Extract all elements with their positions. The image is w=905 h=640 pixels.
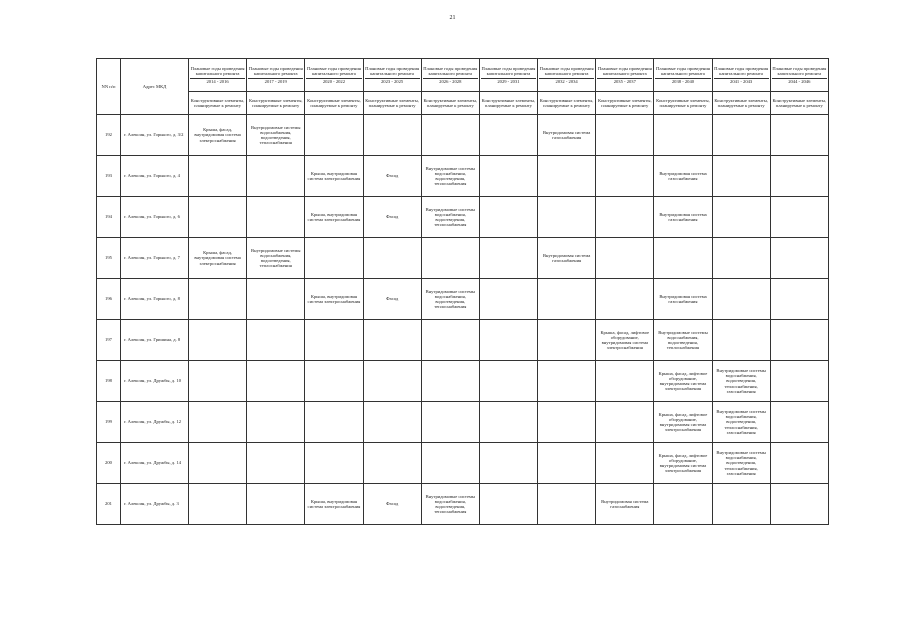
table-row: [97, 361, 829, 402]
row-number: 194: [97, 197, 121, 238]
repair-cell: Крыша, фасад, лифтовое оборудование, внутридомовая система электроснабжения: [654, 402, 712, 443]
period-years: 2029 - 2031: [481, 78, 536, 84]
repair-cell: Крыша, внутридомовая система электроснабжения: [305, 279, 363, 320]
period-label: Плановые годы проведения капитального ремонта: [655, 66, 710, 77]
repair-cell: [596, 156, 654, 197]
repair-cell: Внутридомовая система газоснабжения: [538, 238, 596, 279]
subheader-cell: Конструктивные элементы, планируемые к ремонту: [596, 92, 654, 115]
repair-cell: [770, 361, 828, 402]
repair-cell: [421, 443, 479, 484]
repair-cell: [712, 115, 770, 156]
repair-cell: [421, 320, 479, 361]
repair-cell: [363, 115, 421, 156]
repair-cell: [247, 484, 305, 525]
repair-cell: [654, 115, 712, 156]
subheader-cell: Конструктивные элементы, планируемые к ремонту: [479, 92, 537, 115]
repair-cell: Крыша, фасад, лифтовое оборудование, внутридомовая система электроснабжения: [654, 361, 712, 402]
repair-cell: [305, 320, 363, 361]
row-address: г. Алексин, ул. Дружбы, д. 10: [121, 361, 189, 402]
repair-cell: [247, 320, 305, 361]
repair-cell: Внутридомовые системы водоснабжения, водоотведения, теплоснабжения: [421, 156, 479, 197]
repair-cell: [479, 115, 537, 156]
table-row: [97, 443, 829, 484]
repair-cell: [596, 361, 654, 402]
address-header: Адрес МКД: [121, 59, 189, 115]
period-header: [712, 59, 770, 92]
row-address: г. Алексин, ул. Дружбы, д. 12: [121, 402, 189, 443]
table-row: [97, 402, 829, 443]
period-header: [654, 59, 712, 92]
repair-cell: [421, 402, 479, 443]
repair-cell: [363, 361, 421, 402]
period-label: Плановые годы проведения капитального ремонта: [481, 66, 536, 77]
repair-cell: [305, 443, 363, 484]
repair-cell: [712, 279, 770, 320]
repair-cell: [770, 484, 828, 525]
repair-cell: [479, 279, 537, 320]
repair-cell: Крыша, фасад, внутридомовая система электроснабжения: [189, 238, 247, 279]
repair-cell: [479, 361, 537, 402]
period-years: 2038 - 2040: [655, 78, 710, 84]
row-number: 199: [97, 402, 121, 443]
row-address: г. Алексин, ул. Горького, д. 7: [121, 238, 189, 279]
repair-cell: [189, 197, 247, 238]
repair-cell: [189, 279, 247, 320]
table-row: [97, 156, 829, 197]
repair-cell: [305, 115, 363, 156]
repair-cell: Внутридомовая система газоснабжения: [596, 484, 654, 525]
repair-cell: Внутридомовая система газоснабжения: [654, 156, 712, 197]
repair-cell: [538, 197, 596, 238]
row-address: г. Алексин, ул. Горького, д. 6: [121, 197, 189, 238]
repair-cell: Внутридомовые системы водоснабжения, водоотведения, теплоснабжения, газоснабжения: [712, 361, 770, 402]
period-header: [596, 59, 654, 92]
repair-cell: [770, 402, 828, 443]
repair-schedule-table: [96, 58, 829, 525]
period-header: [189, 59, 247, 92]
repair-cell: [654, 238, 712, 279]
subheader-cell: Конструктивные элементы, планируемые к ремонту: [247, 92, 305, 115]
repair-cell: Крыша, внутридомовая система электроснабжения: [305, 197, 363, 238]
repair-cell: [189, 443, 247, 484]
repair-cell: [363, 402, 421, 443]
repair-cell: Внутридомовые системы водоснабжения, водоотведения, теплоснабжения, газоснабжения: [712, 443, 770, 484]
repair-cell: Фасад: [363, 156, 421, 197]
repair-cell: [363, 238, 421, 279]
repair-cell: [479, 443, 537, 484]
repair-cell: [363, 443, 421, 484]
period-years: 2032 - 2034: [539, 78, 594, 84]
row-address: г. Алексин, ул. Горького, д. 4: [121, 156, 189, 197]
subheader-cell: Конструктивные элементы, планируемые к ремонту: [770, 92, 828, 115]
repair-cell: [596, 443, 654, 484]
repair-cell: Крыша, внутридомовая система электроснабжения: [305, 484, 363, 525]
period-label: Плановые годы проведения капитального ремонта: [539, 66, 594, 77]
subheader-cell: Конструктивные элементы, планируемые к ремонту: [712, 92, 770, 115]
repair-cell: Внутридомовая система газоснабжения: [654, 279, 712, 320]
period-header: [770, 59, 828, 92]
period-header: [247, 59, 305, 92]
repair-cell: Внутридомовые системы водоснабжения, водоотведения, теплоснабжения: [421, 197, 479, 238]
repair-cell: [247, 443, 305, 484]
repair-cell: Крыша, фасад, лифтовое оборудование, внутридомовая система электроснабжения: [596, 320, 654, 361]
subheader-cell: Конструктивные элементы, планируемые к ремонту: [654, 92, 712, 115]
repair-cell: [596, 238, 654, 279]
repair-cell: Внутридомовая система газоснабжения: [654, 197, 712, 238]
num-header: NN п/п: [97, 59, 121, 115]
repair-cell: Внутридомовые системы водоснабжения, водоотведения, теплоснабжения: [421, 484, 479, 525]
repair-cell: [712, 484, 770, 525]
table-row: [97, 320, 829, 361]
table-row: [97, 484, 829, 525]
row-number: 197: [97, 320, 121, 361]
period-label: Плановые годы проведения капитального ремонта: [248, 66, 303, 77]
repair-cell: Крыша, внутридомовая система электроснабжения: [305, 156, 363, 197]
repair-cell: [596, 115, 654, 156]
period-years: 2026 - 2028: [423, 78, 478, 84]
period-label: Плановые годы проведения капитального ремонта: [190, 66, 245, 77]
period-label: Плановые годы проведения капитального ремонта: [306, 66, 361, 77]
repair-cell: [189, 320, 247, 361]
repair-cell: [479, 484, 537, 525]
repair-cell: [189, 156, 247, 197]
repair-cell: [770, 320, 828, 361]
repair-cell: [479, 156, 537, 197]
repair-cell: [596, 402, 654, 443]
repair-cell: [189, 402, 247, 443]
subheader-cell: Конструктивные элементы, планируемые к ремонту: [305, 92, 363, 115]
repair-cell: [479, 197, 537, 238]
period-header: [538, 59, 596, 92]
repair-cell: [305, 402, 363, 443]
period-years: 2035 - 2037: [597, 78, 652, 84]
repair-cell: Внутридомовые системы водоснабжения, водоотведения, теплоснабжения: [247, 238, 305, 279]
row-address: г. Алексин, ул. Гришина, д. 8: [121, 320, 189, 361]
repair-cell: Внутридомовые системы водоснабжения, водоотведения, теплоснабжения, газоснабжения: [712, 402, 770, 443]
row-address: г. Алексин, ул. Дружбы, д. 3: [121, 484, 189, 525]
row-number: 198: [97, 361, 121, 402]
repair-cell: [305, 238, 363, 279]
repair-cell: [770, 279, 828, 320]
repair-cell: [538, 361, 596, 402]
repair-cell: [770, 443, 828, 484]
row-address: г. Алексин, ул. Горького, д. 8: [121, 279, 189, 320]
repair-cell: Крыша, фасад, лифтовое оборудование, внутридомовая система электроснабжения: [654, 443, 712, 484]
header-row-types: [97, 92, 829, 115]
repair-cell: [538, 443, 596, 484]
repair-cell: [479, 402, 537, 443]
repair-cell: [538, 156, 596, 197]
repair-cell: [712, 320, 770, 361]
repair-cell: [712, 238, 770, 279]
table-row: [97, 238, 829, 279]
repair-cell: Крыша, фасад, внутридомовая система электроснабжения: [189, 115, 247, 156]
repair-cell: Внутридомовые системы водоснабжения, водоотведения, теплоснабжения: [247, 115, 305, 156]
repair-cell: Фасад: [363, 197, 421, 238]
period-years: 2014 - 2016: [190, 78, 245, 84]
repair-cell: [421, 238, 479, 279]
repair-cell: [479, 320, 537, 361]
subheader-cell: Конструктивные элементы, планируемые к ремонту: [538, 92, 596, 115]
repair-cell: [596, 197, 654, 238]
repair-cell: [770, 197, 828, 238]
repair-cell: [247, 402, 305, 443]
repair-cell: [305, 361, 363, 402]
period-header: [479, 59, 537, 92]
repair-cell: [770, 156, 828, 197]
subheader-cell: Конструктивные элементы, планируемые к ремонту: [421, 92, 479, 115]
repair-cell: [538, 320, 596, 361]
row-number: 200: [97, 443, 121, 484]
repair-cell: [363, 320, 421, 361]
row-address: г. Алексин, ул. Дружбы, д. 14: [121, 443, 189, 484]
repair-cell: Фасад: [363, 279, 421, 320]
period-header: [363, 59, 421, 92]
period-label: Плановые годы проведения капитального ремонта: [597, 66, 652, 77]
period-years: 2023 - 2025: [365, 78, 420, 84]
repair-cell: [654, 484, 712, 525]
repair-cell: [538, 279, 596, 320]
repair-cell: [247, 197, 305, 238]
repair-cell: [421, 115, 479, 156]
row-number: 192: [97, 115, 121, 156]
repair-cell: [189, 484, 247, 525]
period-label: Плановые годы проведения капитального ремонта: [714, 66, 769, 77]
repair-cell: [247, 156, 305, 197]
page-number: 21: [449, 15, 456, 21]
row-number: 195: [97, 238, 121, 279]
repair-cell: [247, 361, 305, 402]
period-years: 2017 - 2019: [248, 78, 303, 84]
table-row: [97, 279, 829, 320]
repair-cell: [770, 115, 828, 156]
repair-cell: Фасад: [363, 484, 421, 525]
period-label: Плановые годы проведения капитального ремонта: [772, 66, 827, 77]
table-row: [97, 115, 829, 156]
period-label: Плановые годы проведения капитального ремонта: [365, 66, 420, 77]
repair-cell: [538, 402, 596, 443]
repair-cell: [712, 197, 770, 238]
period-label: Плановые годы проведения капитального ремонта: [423, 66, 478, 77]
repair-cell: [770, 238, 828, 279]
subheader-cell: Конструктивные элементы, планируемые к ремонту: [363, 92, 421, 115]
repair-cell: Внутридомовые системы водоснабжения, водоотведения, теплоснабжения: [654, 320, 712, 361]
period-header: [305, 59, 363, 92]
subheader-cell: Конструктивные элементы, планируемые к ремонту: [189, 92, 247, 115]
row-number: 196: [97, 279, 121, 320]
row-number: 193: [97, 156, 121, 197]
repair-cell: [479, 238, 537, 279]
repair-cell: Внутридомовая система газоснабжения: [538, 115, 596, 156]
table-row: [97, 197, 829, 238]
repair-cell: [538, 484, 596, 525]
row-address: г. Алексин, ул. Горького, д. 3/2: [121, 115, 189, 156]
period-years: 2044 - 2046: [772, 78, 827, 84]
header-row-years: [97, 59, 829, 92]
repair-cell: [596, 279, 654, 320]
repair-cell: [189, 361, 247, 402]
repair-cell: [247, 279, 305, 320]
repair-cell: [421, 361, 479, 402]
repair-cell: [712, 156, 770, 197]
period-header: [421, 59, 479, 92]
row-number: 201: [97, 484, 121, 525]
period-years: 2020 - 2022: [306, 78, 361, 84]
period-years: 2041 - 2043: [714, 78, 769, 84]
repair-cell: Внутридомовые системы водоснабжения, водоотведения, теплоснабжения: [421, 279, 479, 320]
